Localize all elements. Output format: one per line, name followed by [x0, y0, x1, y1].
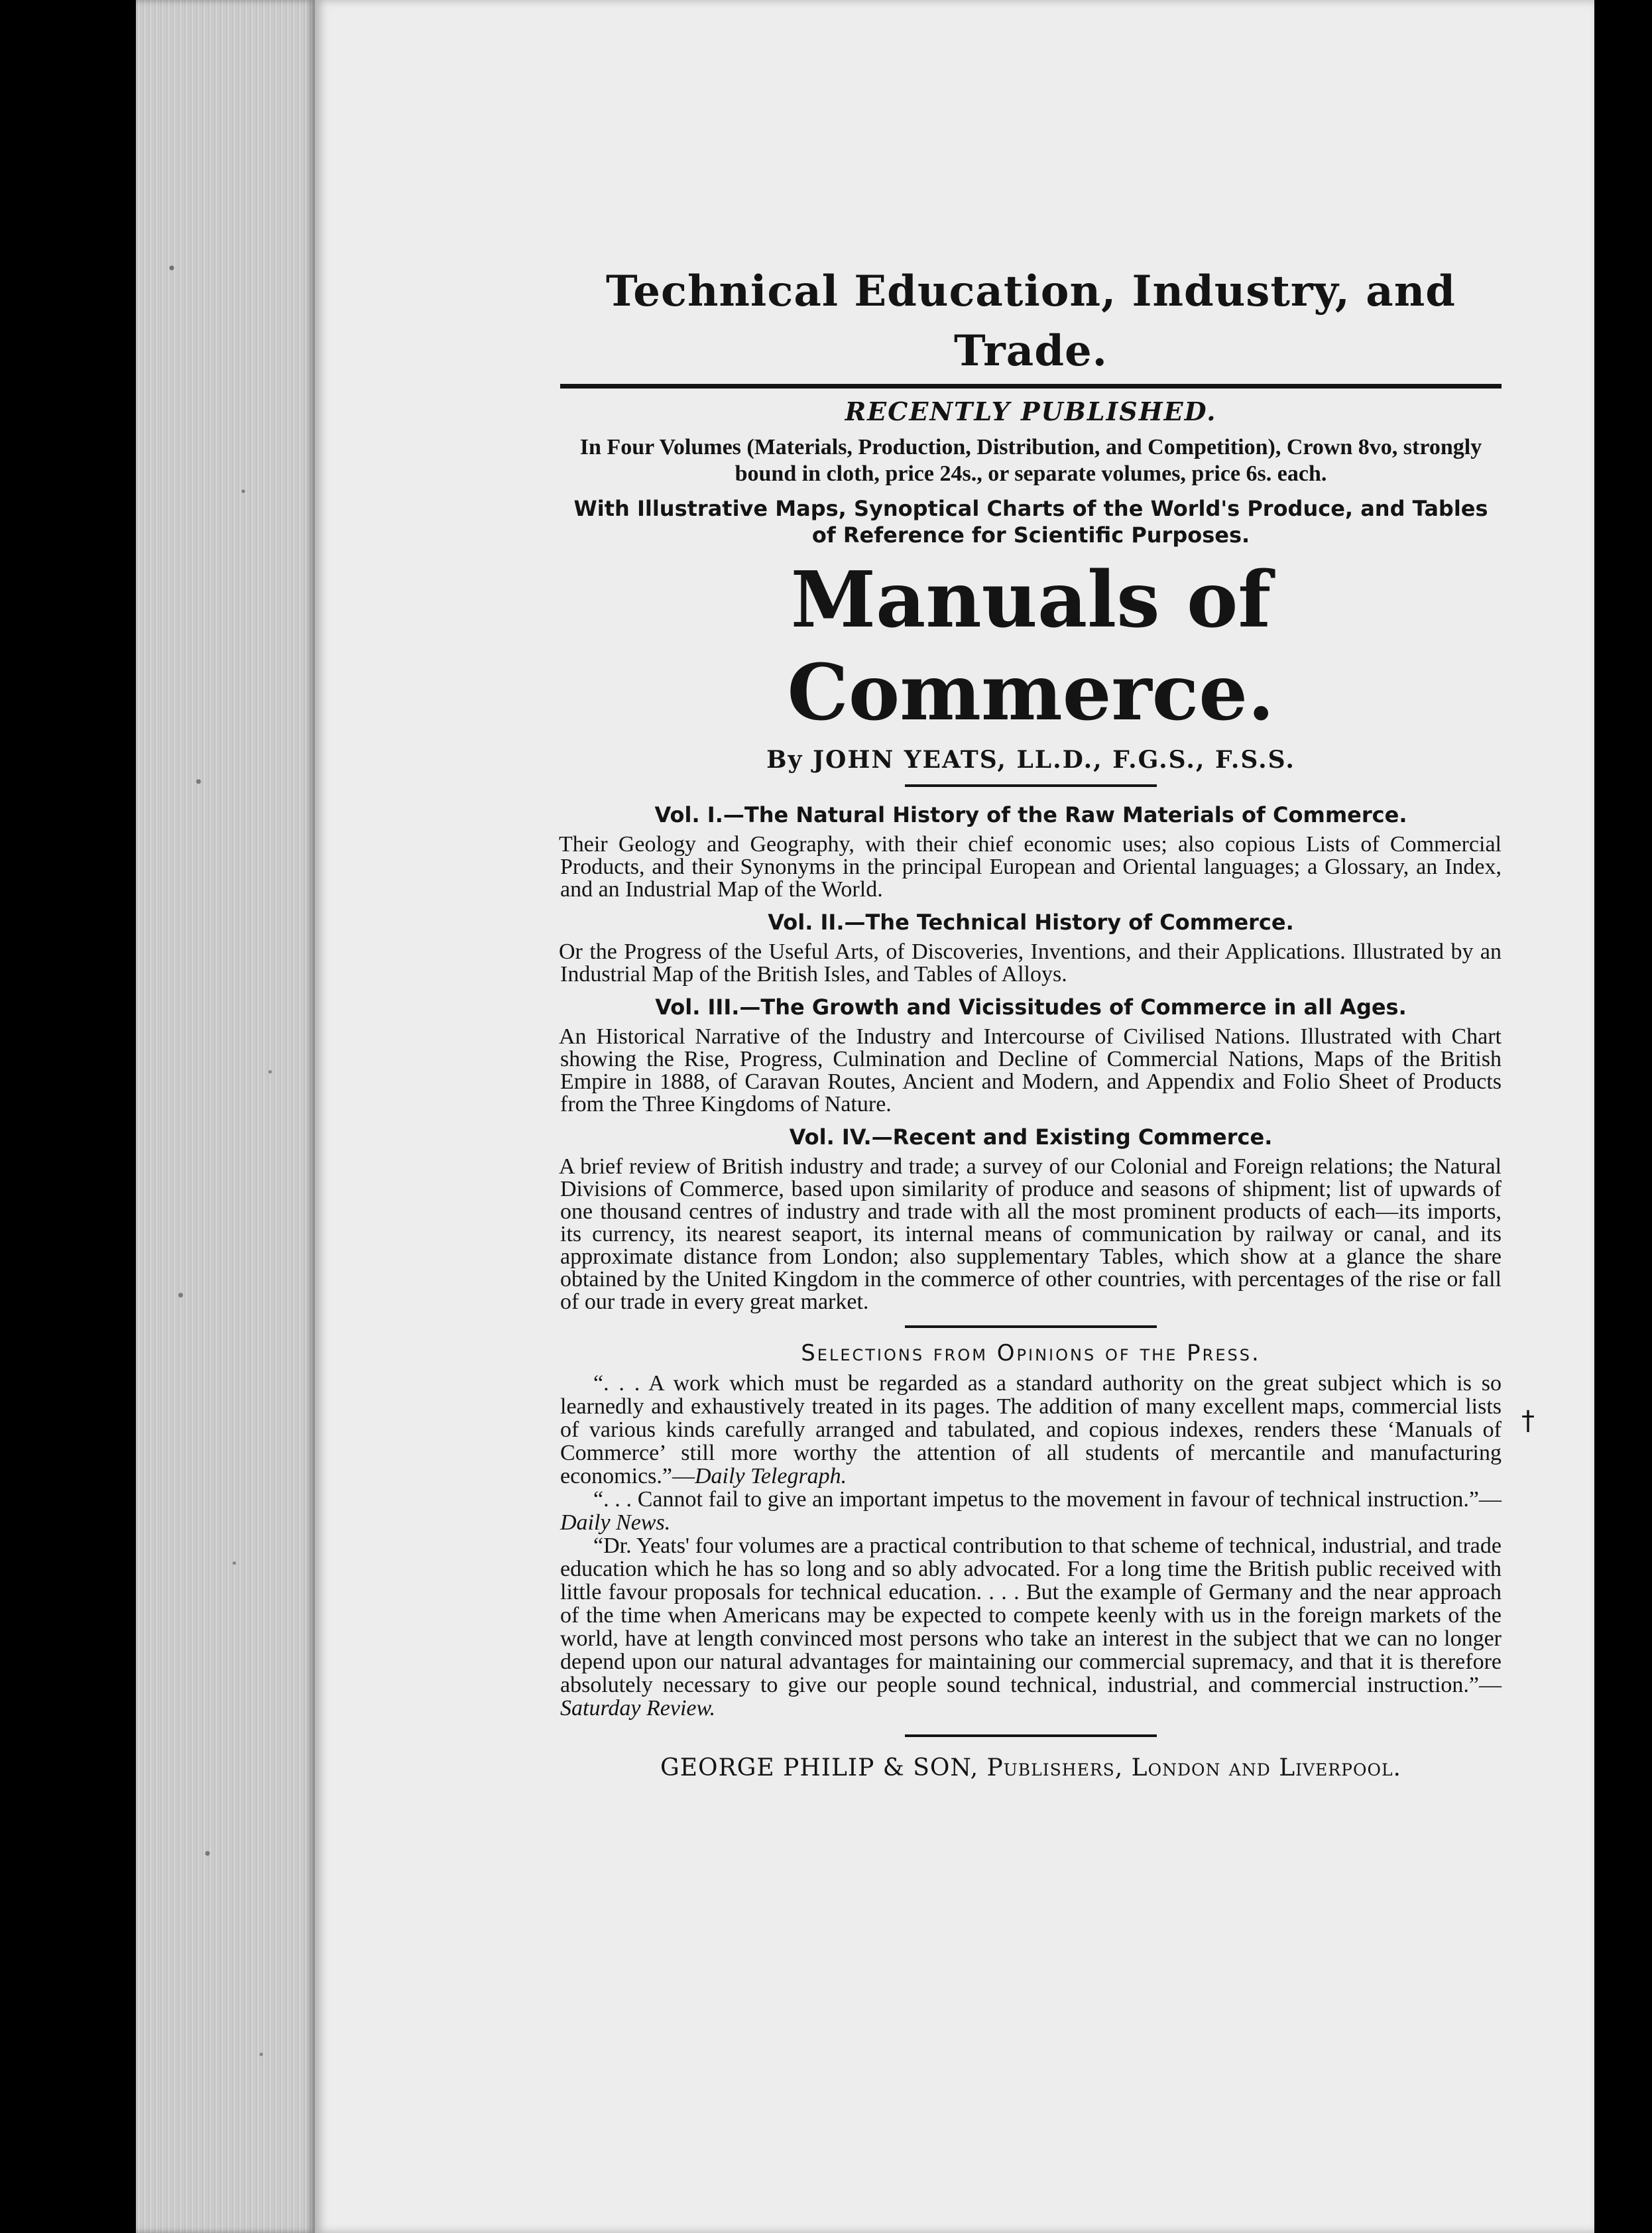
volume-title: Vol. III.—The Growth and Vicissitudes of Commerce in all Ages. [655, 995, 1407, 1020]
quote-text: “. . . A work which must be regarded as a standard authority on the great subject which is so learnedly and exhaustively treated in its pages. The addition of many excellent maps, commercial lists of various kinds carefully arranged and tabulated, and copious indexes, renders these ‘Manuals of Commerce’ still more worthy the attention of all students of mercantile and manufacturing economics.”— [560, 1371, 1502, 1488]
quote-text: “. . . Cannot fail to give an important impetus to the movement in favour of technical instruction.”— [593, 1487, 1502, 1512]
quote-source: Daily News. [560, 1510, 671, 1535]
publisher-line [560, 1754, 1502, 1781]
book-page-edge [136, 0, 315, 2233]
press-quote [560, 1372, 1502, 1488]
volume-title: Vol. IV.—Recent and Existing Commerce. [789, 1124, 1273, 1150]
page-sheet [315, 0, 1594, 2233]
volume-3 [560, 994, 1502, 1116]
margin-mark: † [1521, 1406, 1535, 1436]
publisher-location: Publishers, London and Liverpool. [986, 1754, 1401, 1781]
section-rule [905, 1325, 1157, 1328]
footer-rule [905, 1734, 1157, 1737]
recently-published-label: RECENTLY PUBLISHED. [845, 396, 1217, 426]
author-byline: By JOHN YEATS, LL.D., F.G.S., F.S.S. [766, 746, 1295, 774]
quote-source: Saturday Review. [560, 1696, 716, 1720]
title-rule [905, 784, 1157, 787]
volume-description: Their Geology and Geography, with their chief economic uses; also copious Lists of Commercial Products, and their Synonyms in the principal European and Oriental languages; a Glossary, an Index, and an Industrial Map of the World. [559, 832, 1502, 902]
volume-description: An Historical Narrative of the Industry and Intercourse of Civilised Nations. Illustrated with Chart showing the Rise, Progress, Culmination and Decline of Commercial Nations, Maps of the British Empire in 1888, of Caravan Routes, Ancient and Modern, and Appendix and Folio Sheet of Products from the Three Kingdoms of Nature. [559, 1024, 1502, 1116]
volume-title: Vol. II.—The Technical History of Commerce. [768, 910, 1294, 935]
press-quote [560, 1488, 1502, 1534]
volume-description: A brief review of British industry and trade; a survey of our Colonial and Foreign relations; the Natural Divisions of Commerce, based upon similarity of produce and seasons of shipment; list of upwards of one thousand centres of industry and trade with all the most prominent products of each—its imports, its currency, its nearest seaport, its internal means of communication by railway or canal, and its approximate distance from London; also supplementary Tables, which show at a glance the share obtained by the United Kingdom in the commerce of other countries, with percentages of the rise or fall of our trade in every great market. [559, 1154, 1502, 1314]
section-heading: Technical Education, Industry, and Trade. [606, 267, 1456, 376]
quote-source: Daily Telegraph. [695, 1464, 847, 1488]
volume-4 [560, 1124, 1502, 1313]
press-heading: Selections from Opinions of the Press. [801, 1340, 1261, 1366]
volume-2 [560, 909, 1502, 986]
page-content [560, 262, 1502, 1781]
heading-rule [560, 384, 1502, 389]
press-quote [560, 1534, 1502, 1720]
quote-text: “Dr. Yeats' four volumes are a practical contribution to that scheme of technical, industrial, and trade education which he has so long and so ably advocated. For a long time the British public received with little favour proposals for technical education. . . . But the example of Germany and the near approach of the time when Americans may be expected to compete keenly with us in the foreign markets of the world, have at length convinced most persons who take an interest in the subject that we can no longer depend upon our natural advantages for maintaining our commercial supremacy, and that it is therefore absolutely necessary to give our people sound technical, industrial, and commercial instruction.”— [560, 1534, 1502, 1697]
edition-info: In Four Volumes (Materials, Production, Distribution, and Competition), Crown 8vo, strongly bound in cloth, price 24s., or separate volumes, price 6s. each. [579, 435, 1482, 486]
volume-1 [560, 802, 1502, 901]
book-title: Manuals of Commerce. [787, 555, 1275, 738]
volume-title: Vol. I.—The Natural History of the Raw Materials of Commerce. [654, 802, 1407, 827]
illustrations-info: With Illustrative Maps, Synoptical Charts of the World's Produce, and Tables of Reference for Scientific Purposes. [573, 496, 1488, 548]
publisher-name: GEORGE PHILIP & SON, [660, 1754, 979, 1781]
volume-description: Or the Progress of the Useful Arts, of Discoveries, Inventions, and their Applications. Illustrated by an Industrial Map of the British Isles, and Tables of Alloys. [559, 939, 1502, 987]
